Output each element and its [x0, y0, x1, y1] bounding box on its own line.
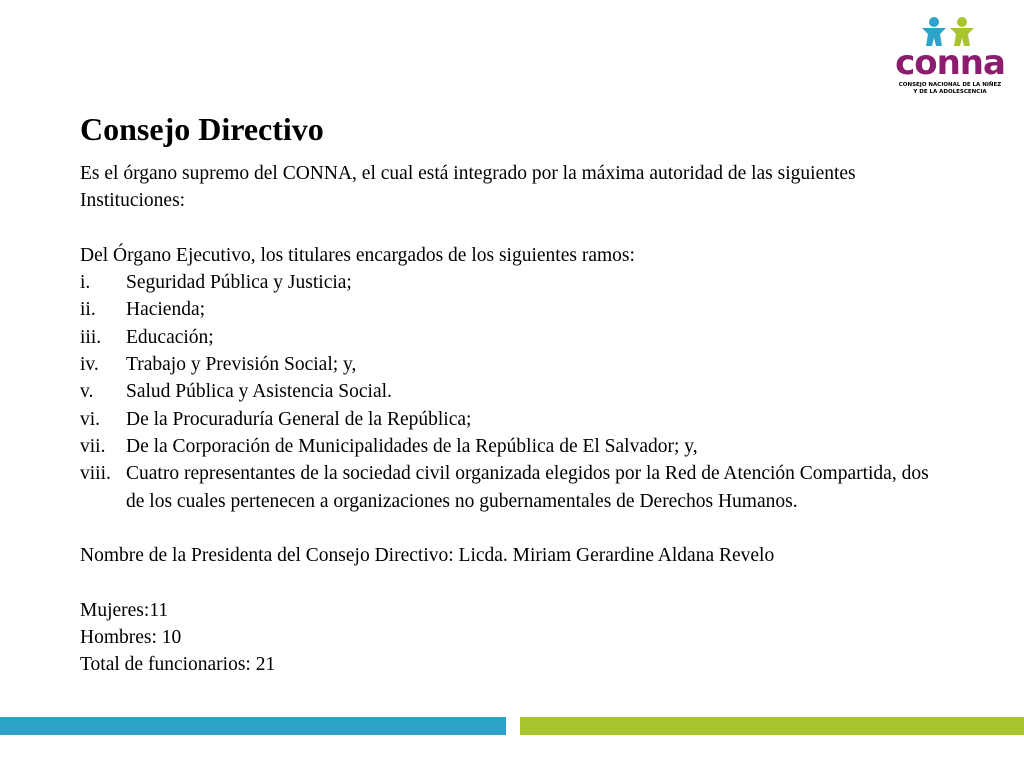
logo-subtitle-line2: Y DE LA ADOLESCENCIA — [913, 89, 987, 95]
list-item — [80, 433, 940, 460]
logo-wordmark: conna — [895, 43, 1005, 83]
spacer — [80, 569, 940, 596]
list-item — [80, 351, 940, 378]
footer-bar-blue — [0, 717, 506, 735]
ejecutivo-intro: Del Órgano Ejecutivo, los titulares encargados de los siguientes ramos: — [80, 244, 635, 266]
list-item-number: viii. — [80, 463, 111, 485]
stat-mujeres: Mujeres:11 — [80, 599, 169, 621]
list-item-text: Cuatro representantes de la sociedad civil organizada elegidos por la Red de Atención Compartida, dos de los cuales pertenecen a organizaciones no gubernamentales de Derechos Humanos. — [126, 463, 929, 512]
list-item-text: Salud Pública y Asistencia Social. — [126, 381, 392, 403]
list-item-number: vii. — [80, 435, 106, 457]
list-item — [80, 378, 940, 405]
list-item — [80, 269, 940, 296]
list-item-text: De la Procuraduría General de la República; — [126, 408, 472, 430]
footer-bar-green — [520, 717, 1024, 735]
logo-subtitle — [892, 82, 1008, 96]
page-title: Consejo Directivo — [80, 111, 324, 147]
list-item-text: Seguridad Pública y Justicia; — [126, 272, 352, 294]
spacer — [80, 215, 940, 242]
list-item-text: Hacienda; — [126, 299, 206, 321]
intro-paragraph: Es el órgano supremo del CONNA, el cual está integrado por la máxima autoridad de las siguientes Instituciones: — [80, 163, 856, 212]
list-item-number: v. — [80, 381, 94, 403]
list-item-number: ii. — [80, 299, 96, 321]
list-item — [80, 460, 940, 515]
presidenta-line: Nombre de la Presidenta del Consejo Directivo: Licda. Miriam Gerardine Aldana Revelo — [80, 545, 775, 567]
list-item-text: Trabajo y Previsión Social; y, — [126, 354, 357, 376]
conna-logo — [892, 16, 1008, 116]
list-item — [80, 324, 940, 351]
list-item — [80, 406, 940, 433]
list-item-text: De la Corporación de Municipalidades de la República de El Salvador; y, — [126, 435, 698, 457]
list-item-number: iv. — [80, 354, 99, 376]
list-item-number: i. — [80, 272, 91, 294]
spacer — [80, 515, 940, 542]
list-item-number: vi. — [80, 408, 101, 430]
list-item-text: Educación; — [126, 326, 214, 348]
stat-total: Total de funcionarios: 21 — [80, 654, 276, 676]
main-content — [80, 160, 940, 679]
list-item-number: iii. — [80, 326, 102, 348]
ramos-list — [80, 269, 940, 515]
list-item — [80, 296, 940, 323]
stat-hombres: Hombres: 10 — [80, 627, 182, 649]
logo-subtitle-line1: CONSEJO NACIONAL DE LA NIÑEZ — [898, 82, 1002, 88]
